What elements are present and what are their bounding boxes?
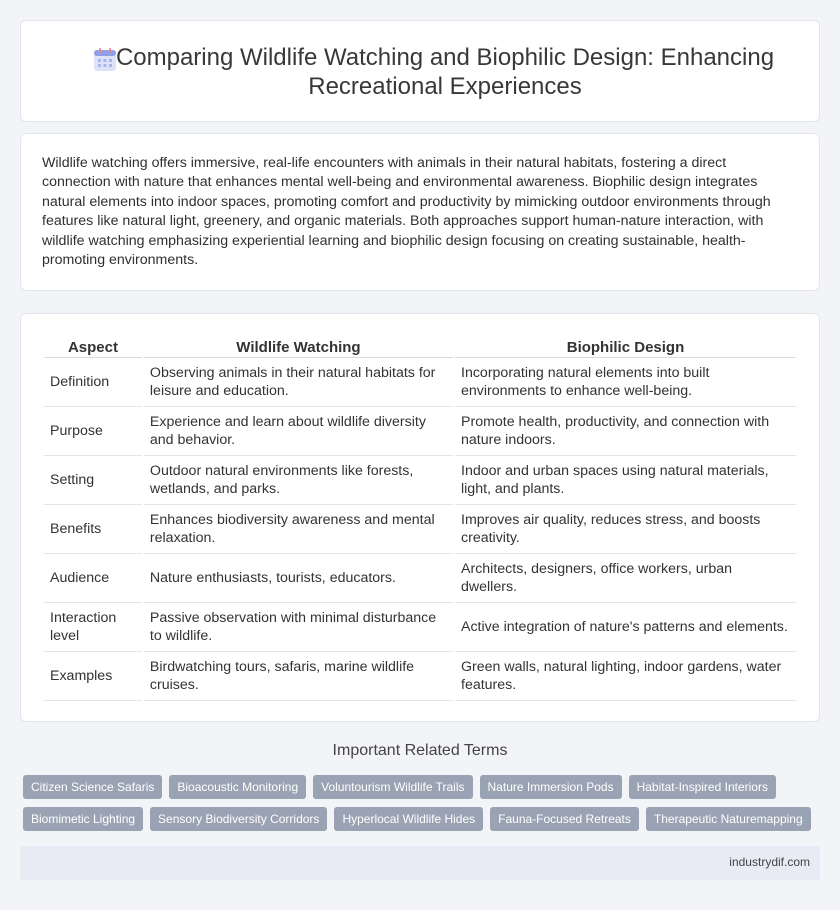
biophilic-cell: Green walls, natural lighting, indoor gardens, water features. — [455, 652, 796, 701]
table-row — [44, 358, 796, 407]
table-row — [44, 603, 796, 652]
tag-link[interactable]: Hyperlocal Wildlife Hides — [334, 807, 483, 831]
wildlife-cell: Nature enthusiasts, tourists, educators. — [144, 554, 453, 603]
aspect-cell: Benefits — [44, 505, 142, 554]
related-terms-list — [23, 775, 823, 839]
tag-link[interactable]: Nature Immersion Pods — [480, 775, 622, 799]
footer-site[interactable]: industrydif.com — [729, 855, 810, 869]
comparison-table — [42, 334, 798, 701]
header-biophilic-design: Biophilic Design — [455, 334, 796, 358]
wildlife-cell: Birdwatching tours, safaris, marine wildlife cruises. — [144, 652, 453, 701]
header-aspect: Aspect — [44, 334, 142, 358]
tag-link[interactable]: Voluntourism Wildlife Trails — [313, 775, 472, 799]
table-header-row — [44, 334, 796, 358]
intro-card — [20, 133, 820, 291]
aspect-cell: Setting — [44, 456, 142, 505]
wildlife-cell: Enhances biodiversity awareness and mental relaxation. — [144, 505, 453, 554]
wildlife-cell: Passive observation with minimal disturbance to wildlife. — [144, 603, 453, 652]
tag-link[interactable]: Habitat-Inspired Interiors — [629, 775, 776, 799]
intro-paragraph: Wildlife watching offers immersive, real-life encounters with animals in their natural habitats, fostering a direct connection with nature that enhances mental well-being and environmental awareness. Biophilic design integrates natural elements into indoor spaces, promoting comfort and productivity by mimicking outdoor environments through features like natural light, greenery, and organic materials. Both approaches support human-nature interaction, with wildlife watching emphasizing experiential learning and biophilic design focusing on creating sustainable, health-promoting environments. — [42, 155, 771, 269]
aspect-cell: Purpose — [44, 407, 142, 456]
tag-link[interactable]: Therapeutic Naturemapping — [646, 807, 811, 831]
biophilic-cell: Improves air quality, reduces stress, and boosts creativity. — [455, 505, 796, 554]
related-terms-title: Important Related Terms — [332, 742, 508, 759]
table-row — [44, 554, 796, 603]
header-wildlife-watching: Wildlife Watching — [144, 334, 453, 358]
comparison-table-card — [20, 313, 820, 722]
wildlife-cell: Experience and learn about wildlife diversity and behavior. — [144, 407, 453, 456]
aspect-cell: Interaction level — [44, 603, 142, 652]
tag-link[interactable]: Biomimetic Lighting — [23, 807, 143, 831]
footer — [20, 846, 820, 880]
tag-link[interactable]: Bioacoustic Monitoring — [169, 775, 306, 799]
biophilic-cell: Architects, designers, office workers, urban dwellers. — [455, 554, 796, 603]
table-row — [44, 407, 796, 456]
wildlife-cell: Observing animals in their natural habitats for leisure and education. — [144, 358, 453, 407]
table-row — [44, 505, 796, 554]
aspect-cell: Examples — [44, 652, 142, 701]
tag-row — [23, 775, 823, 799]
table-row — [44, 652, 796, 701]
aspect-cell: Audience — [44, 554, 142, 603]
tag-row — [23, 807, 823, 831]
tag-link[interactable]: Citizen Science Safaris — [23, 775, 162, 799]
biophilic-cell: Active integration of nature's patterns and elements. — [455, 603, 796, 652]
wildlife-cell: Outdoor natural environments like forests, wetlands, and parks. — [144, 456, 453, 505]
biophilic-cell: Promote health, productivity, and connection with nature indoors. — [455, 407, 796, 456]
header-card — [20, 20, 820, 122]
page-title: Comparing Wildlife Watching and Biophilic Design: Enhancing Recreational Experiences — [115, 44, 775, 100]
aspect-cell: Definition — [44, 358, 142, 407]
biophilic-cell: Incorporating natural elements into built environments to enhance well-being. — [455, 358, 796, 407]
biophilic-cell: Indoor and urban spaces using natural materials, light, and plants. — [455, 456, 796, 505]
tag-link[interactable]: Fauna-Focused Retreats — [490, 807, 639, 831]
tag-link[interactable]: Sensory Biodiversity Corridors — [150, 807, 327, 831]
table-row — [44, 456, 796, 505]
